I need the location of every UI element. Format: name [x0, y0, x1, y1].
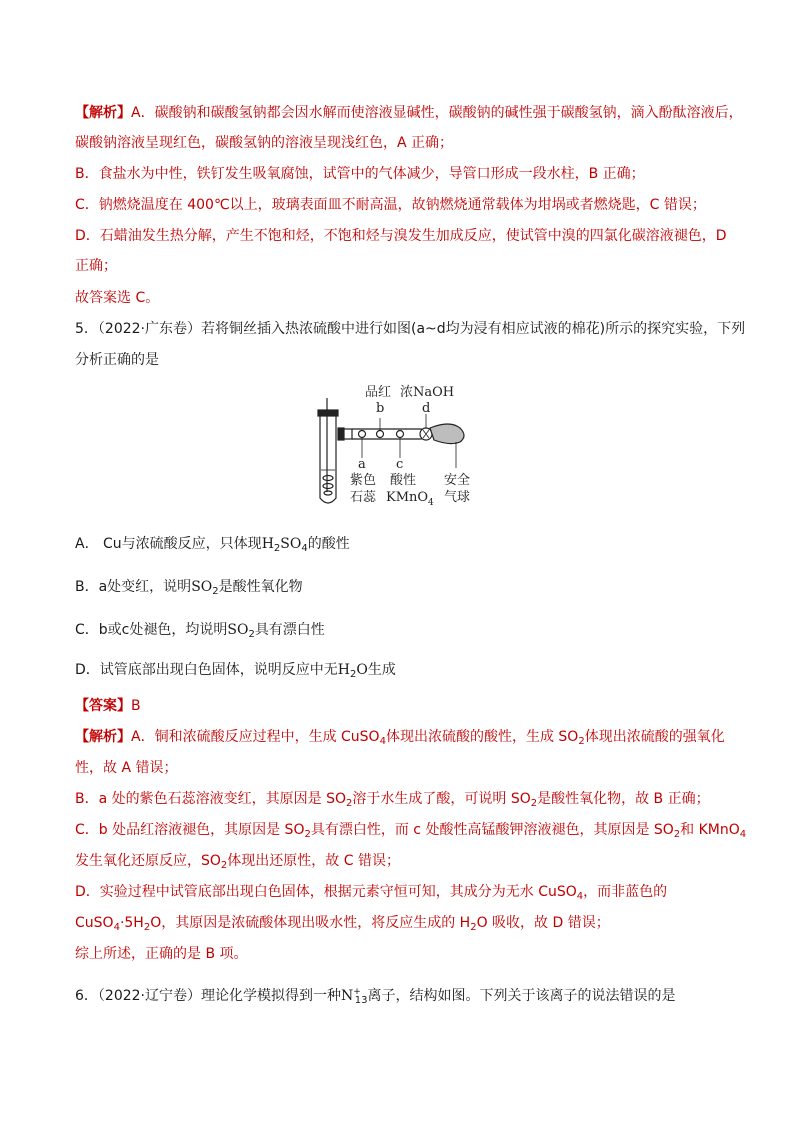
label-suanxing: 酸性: [390, 473, 417, 488]
q5-option-b: B．a处变红，说明$SO_2$是酸性氧化物: [75, 579, 303, 597]
label-d: d: [422, 401, 431, 416]
q4-analysis-line-d1: D．石蜡油发生热分解，产生不饱和烃，不饱和烃与溴发生加成反应，使试管中溴的四氯化碳溶液褪色，D: [75, 228, 727, 244]
q4-conclusion: 故答案选 C。: [75, 290, 160, 306]
q5-stem-line2: 分析正确的是: [75, 352, 159, 368]
label-pinhong: 品红: [365, 385, 392, 400]
q5-stem-line1: 5．（2022·广东卷）若将铜丝插入热浓硫酸中进行如图(a~d均为浸有相应试液的棉花)所示的探究实验，下列: [75, 321, 746, 337]
q4-analysis-line-d2: 正确；: [75, 258, 117, 274]
q5-option-a: A． Cu与浓硫酸反应，只体现$H_2SO_4$的酸性: [75, 536, 350, 554]
q5-option-c: C．b或c处褪色，均说明$SO_2$具有漂白性: [75, 622, 325, 640]
q5-analysis-summary: 综上所述，正确的是 B 项。: [75, 946, 248, 962]
q5-apparatus-figure: [310, 380, 490, 512]
q5-analysis-b: B．a 处的紫色石蕊溶液变红，其原因是 $SO_2$溶于水生成了酸，可说明 $SO_2$是酸性氧化物，故 B 正确；: [75, 791, 710, 809]
q5-analysis-c1: C．b 处品红溶液褪色，其原因是 $SO_2$具有漂白性，而 c 处酸性高锰酸钾溶液褪色，其原因是 $SO_2$和 KMnO$_4$: [75, 822, 747, 840]
label-b: b: [376, 401, 385, 416]
label-shirui: 石蕊: [350, 490, 377, 505]
label-c: c: [396, 457, 404, 472]
q6-stem: 6．（2022·辽宁卷）理论化学模拟得到一种$N^+_{13}$离子，结构如图。下列关于该离子的说法错误的是: [75, 987, 676, 1006]
label-qiqiu: 气球: [444, 490, 471, 505]
q4-analysis-line-a1: 【解析】A．碳酸钠和碳酸氢钠都会因水解而使溶液显碱性，碳酸钠的碱性强于碳酸氢钠，滴入酚酞溶液后，: [75, 105, 743, 121]
q5-analysis-d2: $CuSO_4\cdot 5H_2O$，其原因是浓硫酸体现出吸水性，将反应生成的 $H_2O$ 吸收，故 D 错误；: [75, 915, 610, 933]
q5-analysis-a2: 性，故 A 错误；: [75, 760, 178, 776]
label-naoh: 浓NaOH: [400, 385, 455, 400]
q5-analysis-c2: 发生氧化还原反应，$SO_2$体现出还原性，故 C 错误；: [75, 853, 400, 871]
label-ziseshi: 紫色: [350, 473, 377, 488]
q5-analysis-d1: D．实验过程中试管底部出现白色固体，根据元素守恒可知，其成分为无水 CuSO$_4$，而非蓝色的: [75, 884, 668, 902]
q4-analysis-line-b: B．食盐水为中性，铁钉发生吸氧腐蚀，试管中的气体减少，导管口形成一段水柱，B 正确；: [75, 166, 645, 182]
q5-analysis-a1: 【解析】A．铜和浓硫酸反应过程中，生成 CuSO$_4$体现出浓硫酸的酸性，生成 $SO_2$体现出浓硫酸的强氧化: [75, 729, 725, 747]
test-tube: [318, 398, 338, 503]
q5-option-d: D．试管底部出现白色固体，说明反应中无$H_2O$生成: [75, 662, 396, 680]
label-a: a: [358, 457, 366, 472]
q5-answer: 【答案】B: [75, 698, 141, 714]
q4-analysis-line-a2: 碳酸钠溶液呈现红色，碳酸氢钠的溶液呈现浅红色，A 正确；: [75, 135, 454, 151]
label-kmno4-sub: 4: [428, 498, 434, 508]
label-kmno4: KMnO: [386, 490, 429, 505]
q4-analysis-line-c: C．钠燃烧温度在 400℃以上，玻璃表面皿不耐高温，故钠燃烧通常载体为坩埚或者燃烧匙，C 错误；: [75, 197, 706, 213]
label-anquan: 安全: [444, 473, 471, 488]
